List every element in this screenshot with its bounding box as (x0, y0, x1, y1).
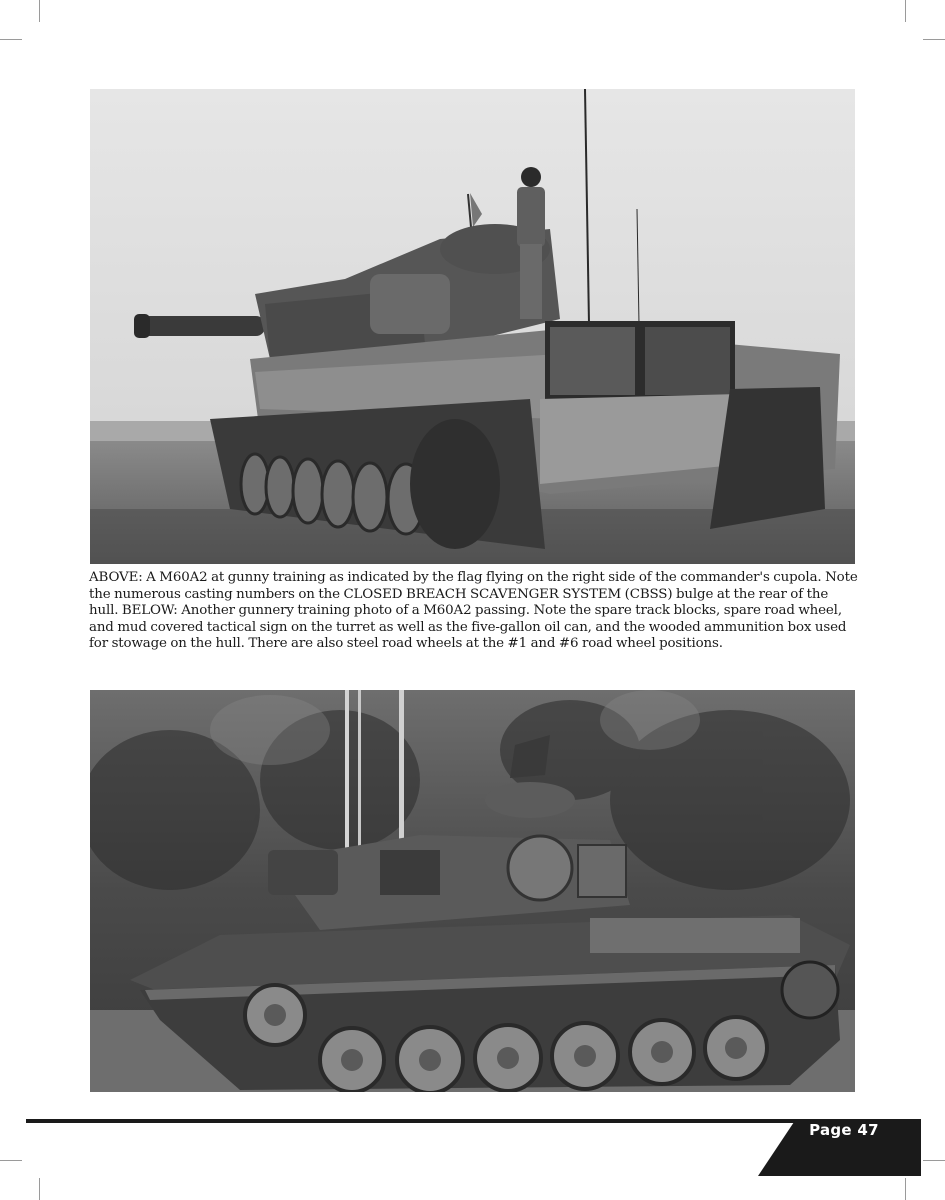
crop-mark (905, 0, 906, 22)
crop-mark (905, 1178, 906, 1200)
photo-top-m60a2-rear (90, 89, 855, 564)
crop-mark (923, 1160, 945, 1161)
crop-mark (0, 1160, 22, 1161)
crop-mark (0, 39, 22, 40)
caption-text: ABOVE: A M60A2 at gunny training as indicated by the flag flying on the right side of the commander's cupola. Note the numerous casting numbers on the CLOSED BREACH SCAVENGER SYSTEM (CBSS) bulge at the rear of the hull. BELOW: Another gunnery training photo of a M60A2 passing. Note the spare track blocks, spare road wheel, and mud covered tactical sign on the turret as well as the five-gallon oil can, and the wooded ammunition box used for stowage on the hull. There are also steel road wheels at the #1 and #6 road wheel positions. (89, 570, 858, 652)
page-number: Page 47 (809, 1121, 879, 1139)
photo-bottom-m60a2-passing (90, 690, 855, 1092)
photo-caption (89, 570, 859, 653)
crop-mark (923, 39, 945, 40)
crop-mark (39, 1178, 40, 1200)
crop-mark (39, 0, 40, 22)
